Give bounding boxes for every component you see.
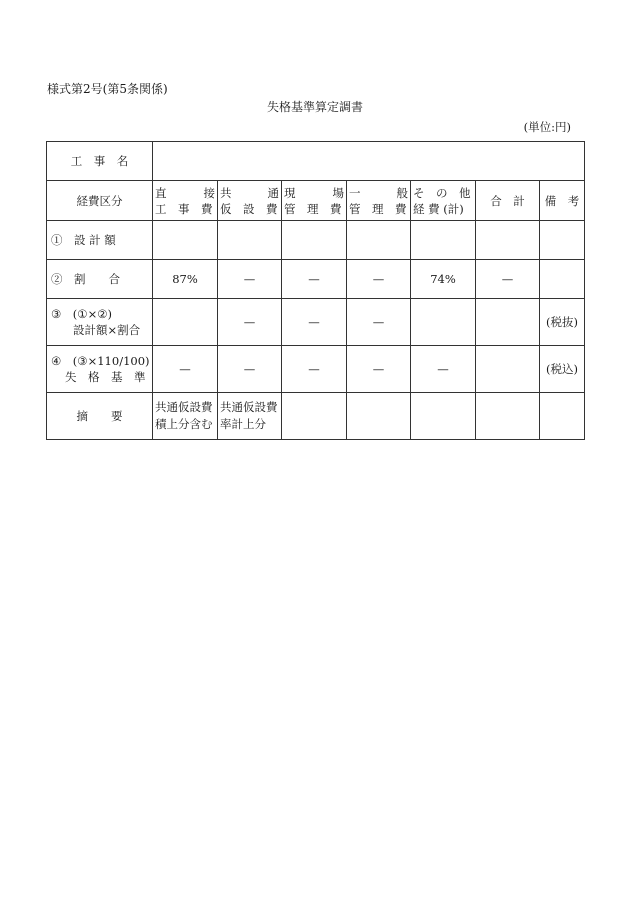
- cell: [282, 221, 347, 260]
- cell: [411, 221, 476, 260]
- cell: (税抜): [540, 299, 585, 346]
- summary-cell: [540, 393, 585, 440]
- cell: 87%: [153, 260, 218, 299]
- expense-category-label: 経費区分: [47, 181, 153, 221]
- disqualification-standard-row: [47, 346, 585, 393]
- cell: —: [347, 299, 411, 346]
- cell: [476, 221, 540, 260]
- form-number-label: 様式第2号(第5条関係): [47, 82, 168, 96]
- header-row: [47, 181, 585, 221]
- col-header-total: 合 計: [476, 181, 540, 221]
- summary-cell: [411, 393, 476, 440]
- col-header-general-management: 一 般 管 理 費: [347, 181, 411, 221]
- col-header-site-management: 現 場 管 理 費: [282, 181, 347, 221]
- ratio-row: [47, 260, 585, 299]
- calculation-table: [46, 141, 585, 440]
- cell: (税込): [540, 346, 585, 393]
- document-title: 失格基準算定調書: [266, 100, 363, 114]
- cell: —: [218, 260, 282, 299]
- cell: [153, 299, 218, 346]
- cell: [347, 221, 411, 260]
- summary-cell: [282, 393, 347, 440]
- summary-cell: 共通仮設費 積上分含む: [153, 393, 218, 440]
- summary-cell: 共通仮設費 率計上分: [218, 393, 282, 440]
- cell: [476, 299, 540, 346]
- project-name-value: [153, 142, 585, 181]
- row-label-summary: 摘 要: [47, 393, 153, 440]
- cell: [411, 299, 476, 346]
- cell: —: [347, 260, 411, 299]
- cell: —: [282, 260, 347, 299]
- cell: [153, 221, 218, 260]
- col-header-direct: 直 接 工 事 費: [153, 181, 218, 221]
- row-label-disqualification-standard: ④ (③×110/100) 失 格 基 準: [47, 346, 153, 393]
- col-header-remarks: 備 考: [540, 181, 585, 221]
- project-name-row: [47, 142, 585, 181]
- cell: [540, 221, 585, 260]
- col-header-temporary: 共 通 仮 設 費: [218, 181, 282, 221]
- row-label-design-times-ratio: ③ (①×②) 設計額×割合: [47, 299, 153, 346]
- summary-cell: [476, 393, 540, 440]
- row-label-design-amount: ① 設 計 額: [47, 221, 153, 260]
- summary-cell: [347, 393, 411, 440]
- cell: [218, 221, 282, 260]
- cell: —: [476, 260, 540, 299]
- cell: —: [411, 346, 476, 393]
- cell: —: [218, 299, 282, 346]
- unit-label: (単位:円): [523, 120, 571, 134]
- cell: —: [153, 346, 218, 393]
- summary-row: [47, 393, 585, 440]
- cell: 74%: [411, 260, 476, 299]
- cell: —: [347, 346, 411, 393]
- design-times-ratio-row: [47, 299, 585, 346]
- col-header-other-expenses: そ の 他 経 費 (計): [411, 181, 476, 221]
- project-name-label: 工 事 名: [47, 142, 153, 181]
- cell: —: [282, 346, 347, 393]
- cell: [540, 260, 585, 299]
- cell: —: [218, 346, 282, 393]
- row-label-ratio: ② 割 合: [47, 260, 153, 299]
- cell: —: [282, 299, 347, 346]
- cell: [476, 346, 540, 393]
- design-amount-row: [47, 221, 585, 260]
